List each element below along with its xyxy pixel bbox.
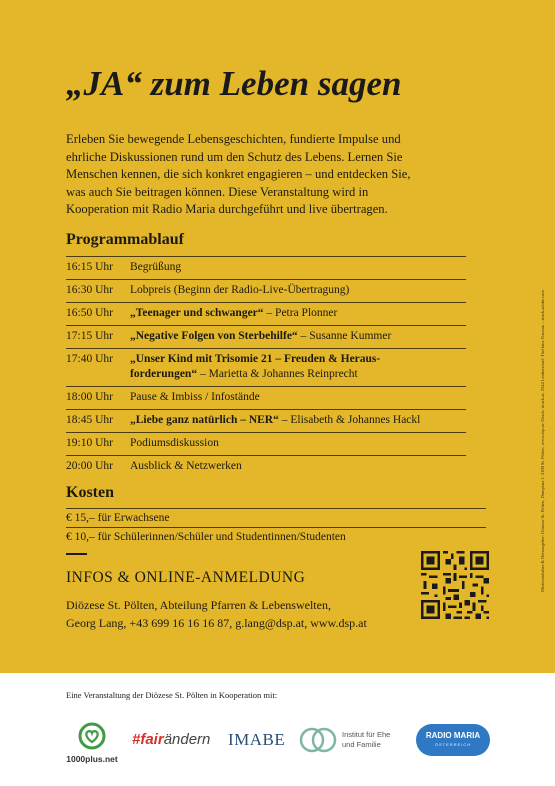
schedule-desc [130,436,466,451]
maria-word: MARIA [453,731,481,740]
heart-icon [66,722,118,752]
schedule-desc [130,390,466,405]
program-schedule [66,256,466,478]
schedule-line [130,329,466,344]
logo-radio-maria[interactable] [416,724,490,756]
schedule-row [66,348,466,386]
logo-1000plus[interactable] [66,722,118,764]
schedule-desc [130,260,466,275]
aendern-word: ändern [163,731,211,748]
schedule-text: Begrüßung [130,261,182,273]
logo-ief[interactable] [298,724,408,756]
rings-icon [298,724,338,756]
schedule-row [66,432,466,455]
intro-line: Erleben Sie bewegende Lebensgeschichten, fundierte Impulse und [66,132,401,146]
schedule-line [130,367,466,382]
schedule-row [66,455,466,478]
speaker: – Susanne Kummer [297,330,392,342]
fair-word: fair [140,731,164,748]
schedule-time: 16:15 Uhr [66,261,113,273]
schedule-time: 16:50 Uhr [66,307,113,319]
schedule-desc [130,329,466,344]
schedule-desc [130,413,466,428]
cooperation-note: Eine Veranstaltung der Diözese St. Pölten in Kooperation mit: [66,690,278,700]
ief-text [342,730,390,750]
schedule-text: Ausblick & Netzwerken [130,460,242,472]
schedule-text: Podiumsdiskussion [130,437,219,449]
schedule-line [130,306,466,321]
schedule-desc [130,352,466,382]
schedule-row [66,302,466,325]
talk-title: „Unser Kind mit Trisomie 21 – Freuden & Heraus- [130,353,381,365]
schedule-text: Pause & Imbiss / Infostände [130,391,260,403]
radio-word: RADIO [425,731,452,740]
infos-heading: INFOS & ONLINE-ANMELDUNG [66,569,306,586]
talk-title: „Negative Folgen von Sterbehilfe“ [130,330,298,342]
schedule-text: Lobpreis (Beginn der Radio-Live-Übertragung) [130,284,350,296]
intro-line: Kooperation mit Radio Maria durchgeführt und live übertragen. [66,202,388,216]
speaker: – Elisabeth & Johannes Hackl [278,414,421,426]
infos-contact [66,596,367,632]
divider [66,553,87,555]
logo-1000plus-text: 1000plus.net [66,754,118,764]
contact-line: Diözese St. Pölten, Abteilung Pfarren & Lebenswelten, [66,598,331,612]
schedule-desc [130,283,466,298]
ief-line: und Familie [342,740,381,749]
imprint-text: Medieninhaber & Herausgeber: Diözese St. Pölten, Domplatz 1, 3100 St. Pölten, www.dsp.at; Druck: druck.at, 2544 Leobersdorf; Titelfoto: Kzenon – stock.adobe.com [540,290,545,592]
speaker: – Petra Plonner [263,307,338,319]
talk-title: „Teenager und schwanger“ [130,307,264,319]
program-heading: Programmablauf [66,231,184,248]
schedule-time: 17:15 Uhr [66,330,113,342]
radio-maria-sub: ÖSTERREICH [434,742,472,747]
schedule-time: 17:40 Uhr [66,353,113,365]
schedule-row [66,256,466,279]
cost-line: € 10,– für Schülerinnen/Schüler und Studentinnen/Studenten [66,527,486,546]
schedule-row [66,386,466,409]
costs-list [66,508,486,546]
intro-paragraph [66,131,436,219]
fair-hash: # [132,731,141,748]
ief-line: Institut für Ehe [342,730,391,739]
talk-title: „Liebe ganz natürlich – NER“ [130,414,279,426]
schedule-time: 18:00 Uhr [66,391,113,403]
radio-maria-title [416,731,490,740]
contact-line: Georg Lang, +43 699 16 16 16 87, g.lang@dsp.at, www.dsp.at [66,616,367,630]
schedule-time: 16:30 Uhr [66,284,113,296]
schedule-row [66,325,466,348]
schedule-time: 19:10 Uhr [66,437,113,449]
partner-logos [66,722,496,762]
logo-imabe[interactable]: IMABE [228,730,286,749]
cost-line: € 15,– für Erwachsene [66,508,486,527]
schedule-line [130,352,466,367]
intro-line: ehrliche Diskussionen rund um den Schutz des Lebens. Lernen Sie [66,149,403,164]
schedule-time: 20:00 Uhr [66,460,113,472]
costs-heading: Kosten [66,484,114,501]
intro-line: Menschen kennen, die sich konkret engagieren – und entdecken Sie, [66,167,411,181]
schedule-desc [130,306,466,321]
page-title: „JA“ zum Leben sagen [66,64,402,103]
schedule-line [130,413,466,428]
schedule-row [66,409,466,432]
qr-code-icon[interactable] [421,551,489,619]
speaker: – Marietta & Johannes Reinprecht [197,368,358,380]
schedule-desc [130,459,466,474]
talk-title-cont: forderungen“ [130,368,198,380]
schedule-row [66,279,466,302]
logo-fairaendern[interactable] [132,731,210,748]
intro-line: was auch Sie beitragen können. Diese Veranstaltung wird in [66,184,369,199]
schedule-time: 18:45 Uhr [66,414,113,426]
